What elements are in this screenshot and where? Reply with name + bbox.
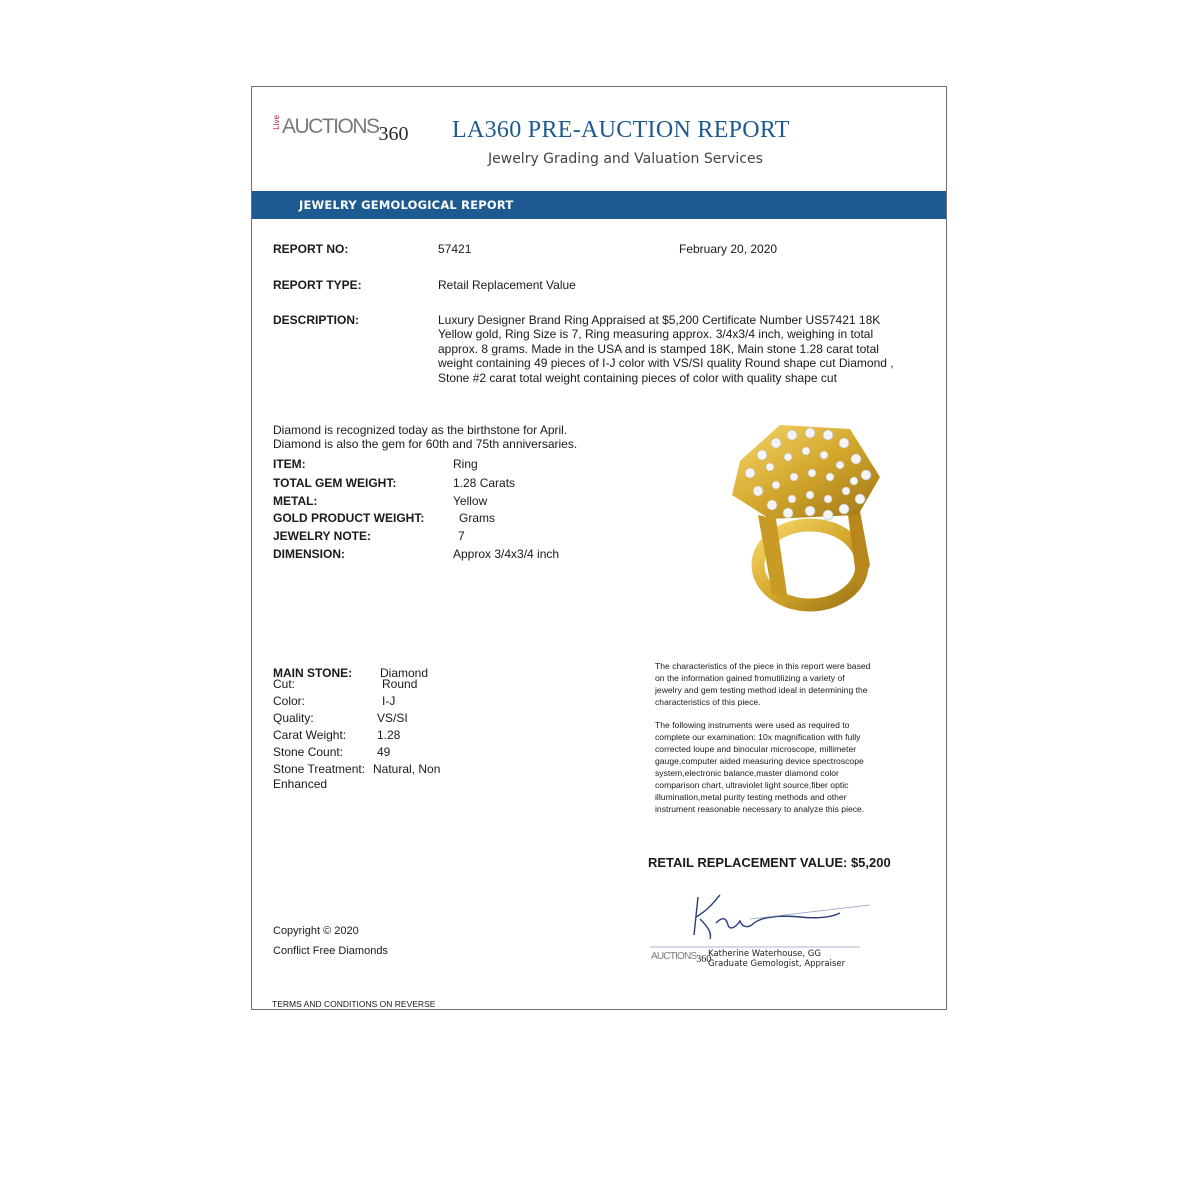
signature <box>650 887 875 949</box>
note-line: comparison chart, ultraviolet light source,fiber optic <box>655 780 849 790</box>
note-line: gauge,computer aided measuring device spectroscope <box>655 756 864 766</box>
description-label: DESCRIPTION: <box>273 313 360 327</box>
carat-weight-value: 1.28 <box>377 728 401 742</box>
logo-number: 360 <box>378 123 409 145</box>
instruments-note <box>655 719 925 815</box>
auctions360-logo <box>272 115 409 146</box>
note-line: jewelry and gem testing method ideal in determining the <box>655 685 868 695</box>
cut-label: Cut: <box>273 677 296 691</box>
section-banner <box>252 191 946 219</box>
note-line: instrument reasonable necessary to analyze this piece. <box>655 804 865 814</box>
color-label: Color: <box>273 694 306 708</box>
gem-weight-value: 1.28 Carats <box>453 476 516 490</box>
report-sheet <box>251 86 947 1010</box>
terms-note: TERMS AND CONDITIONS ON REVERSE <box>272 999 436 1009</box>
quality-label: Quality: <box>273 711 314 725</box>
characteristics-note <box>655 660 925 708</box>
quality-value: VS/SI <box>377 711 408 725</box>
small-logo-number: 360 <box>696 954 712 965</box>
report-type-label: REPORT TYPE: <box>273 278 362 292</box>
birthstone-line-2: Diamond is also the gem for 60th and 75th anniversaries. <box>273 437 578 451</box>
stone-count-label: Stone Count: <box>273 745 344 759</box>
report-type-value: Retail Replacement Value <box>438 278 576 292</box>
report-no-value: 57421 <box>438 242 472 256</box>
main-stone-label: MAIN STONE: <box>273 666 353 680</box>
cut-value: Round <box>382 677 418 691</box>
stone-treatment-label: Stone Treatment: <box>273 762 366 776</box>
description-text: Luxury Designer Brand Ring Appraised at $5,200 Certificate Number US57421 18K Yellow gold, Ring Size is 7, Ring measuring approx. 3/4x3/4 inch, weighing in total approx. 8 grams. Made in the USA and is stamped 18K, Main stone 1.28 carat total weight containing 49 pieces of I-J color with VS/SI quality Round shape cut Diamond , Stone #2 carat total weight containing pieces of color with quality shape cut <box>438 313 894 385</box>
gold-weight-value: Grams <box>459 511 495 525</box>
banner-text: JEWELRY GEMOLOGICAL REPORT <box>299 198 514 212</box>
ring-photo <box>710 415 896 615</box>
item-label: ITEM: <box>273 457 306 471</box>
note-line: illumination,metal purity testing methods and other <box>655 792 847 802</box>
ring-shank <box>758 511 870 605</box>
signer-title: Graduate Gemologist, Appraiser <box>708 959 846 969</box>
carat-weight-label: Carat Weight: <box>273 728 347 742</box>
jewelry-note-value: 7 <box>458 529 465 543</box>
diamond-cluster <box>732 425 880 520</box>
report-no-label: REPORT NO: <box>273 242 349 256</box>
small-logo-text: AUCTIONS <box>651 951 697 962</box>
note-line: The following instruments were used as required to <box>655 720 850 730</box>
main-stone-value: Diamond <box>380 666 429 680</box>
color-value: I-J <box>382 694 396 708</box>
auctions360-small-logo <box>651 951 711 965</box>
birthstone-line-1: Diamond is recognized today as the birthstone for April. <box>273 423 568 437</box>
stone-treatment-value: Natural, Non <box>373 762 441 776</box>
signer-name: Katherine Waterhouse, GG <box>708 949 821 959</box>
item-value: Ring <box>453 457 478 471</box>
note-line: complete our examination: 10x magnification with fully <box>655 732 861 742</box>
gold-weight-label: GOLD PRODUCT WEIGHT: <box>273 511 425 525</box>
logo-live-text: Live <box>272 115 281 130</box>
dimension-value: Approx 3/4x3/4 inch <box>453 547 560 561</box>
stone-count-value: 49 <box>377 745 391 759</box>
dimension-label: DIMENSION: <box>273 547 345 561</box>
note-line: on the information gained fromutilizing a variety of <box>655 673 845 683</box>
note-line: characteristics of this piece. <box>655 697 761 707</box>
report-date: February 20, 2020 <box>679 242 778 256</box>
copyright: Copyright © 2020 <box>273 925 359 937</box>
signer-info <box>708 949 845 969</box>
jewelry-note-label: JEWELRY NOTE: <box>273 529 372 543</box>
report-subtitle: Jewelry Grading and Valuation Services <box>488 151 763 167</box>
metal-label: METAL: <box>273 494 318 508</box>
logo-text: AUCTIONS <box>282 115 379 138</box>
retail-replacement-value: RETAIL REPLACEMENT VALUE: $5,200 <box>648 855 891 870</box>
gem-weight-label: TOTAL GEM WEIGHT: <box>273 476 397 490</box>
conflict-free-note: Conflict Free Diamonds <box>273 945 388 957</box>
note-line: corrected loupe and binocular microscope, millimeter <box>655 744 857 754</box>
report-title: LA360 PRE-AUCTION REPORT <box>452 117 790 143</box>
note-line: The characteristics of the piece in this report were based <box>655 661 871 671</box>
note-line: system,electronic balance,master diamond color <box>655 768 839 778</box>
stone-treatment-value-cont: Enhanced <box>273 777 328 791</box>
metal-value: Yellow <box>453 494 488 508</box>
